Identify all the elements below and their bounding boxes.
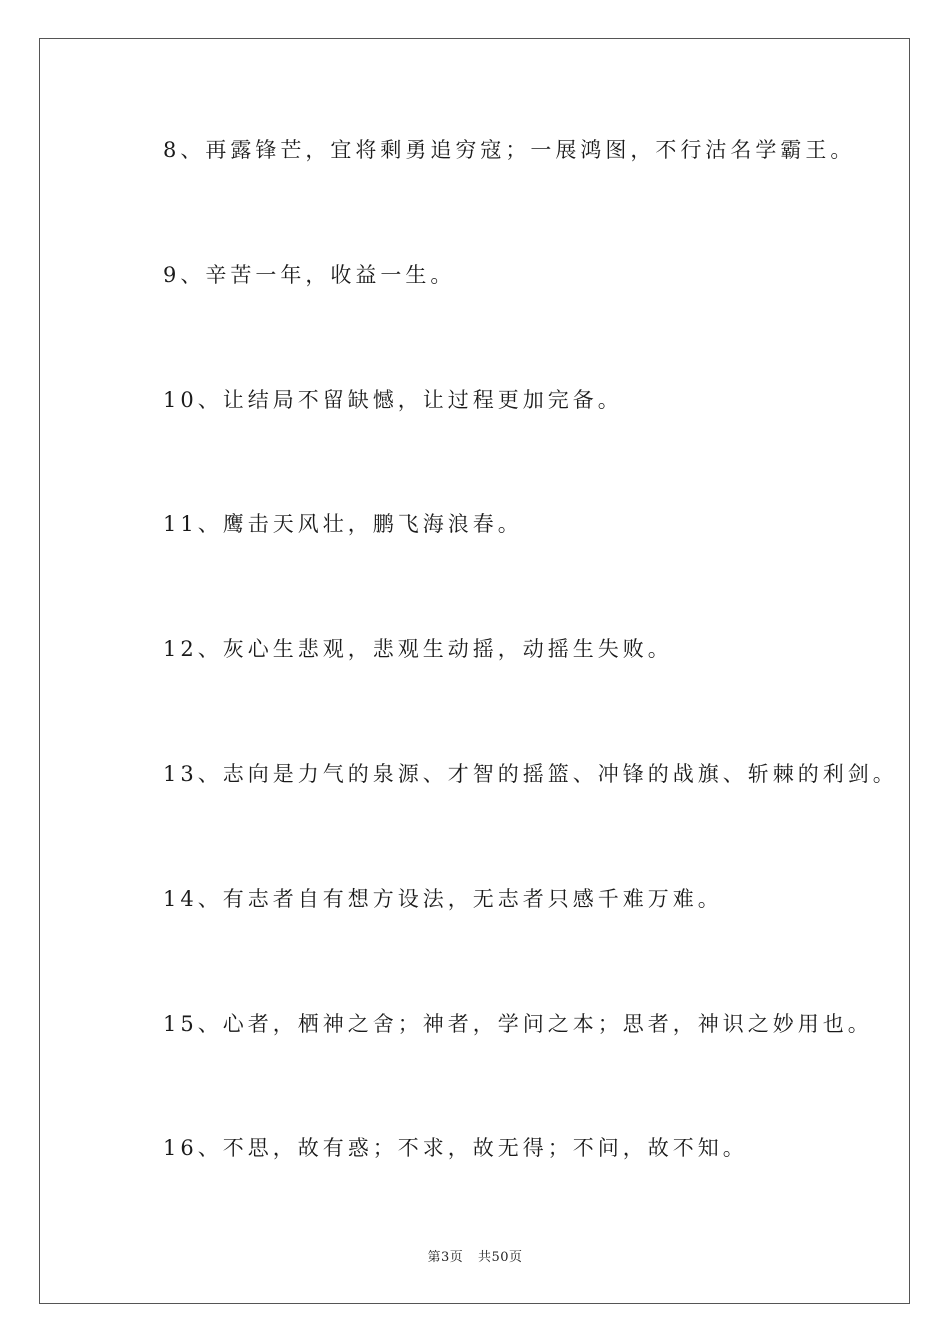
- list-item: 13、志向是力气的泉源、才智的摇篮、冲锋的战旗、斩棘的利剑。: [163, 761, 898, 786]
- current-page-label: 第3页: [427, 1250, 464, 1265]
- list-item: 16、不思，故有惑；不求，故无得；不问，故不知。: [163, 1136, 748, 1161]
- list-item: 10、让结局不留缺憾，让过程更加完备。: [163, 387, 623, 412]
- total-pages-label: 共50页: [477, 1250, 523, 1265]
- list-item: 8、再露锋芒，宜将剩勇追穷寇；一展鸿图，不行沽名学霸王。: [163, 138, 856, 162]
- quote-list: [163, 130, 898, 1253]
- list-item: 15、心者，栖神之舍；神者，学问之本；思者，神识之妙用也。: [163, 1011, 873, 1036]
- page-footer: [0, 1246, 950, 1265]
- list-item: 9、辛苦一年，收益一生。: [163, 262, 456, 287]
- list-item: 11、鹰击天风壮，鹏飞海浪春。: [163, 512, 523, 537]
- list-item: 12、灰心生悲观，悲观生动摇，动摇生失败。: [163, 637, 673, 662]
- list-item: 14、有志者自有想方设法，无志者只感千难万难。: [163, 886, 723, 911]
